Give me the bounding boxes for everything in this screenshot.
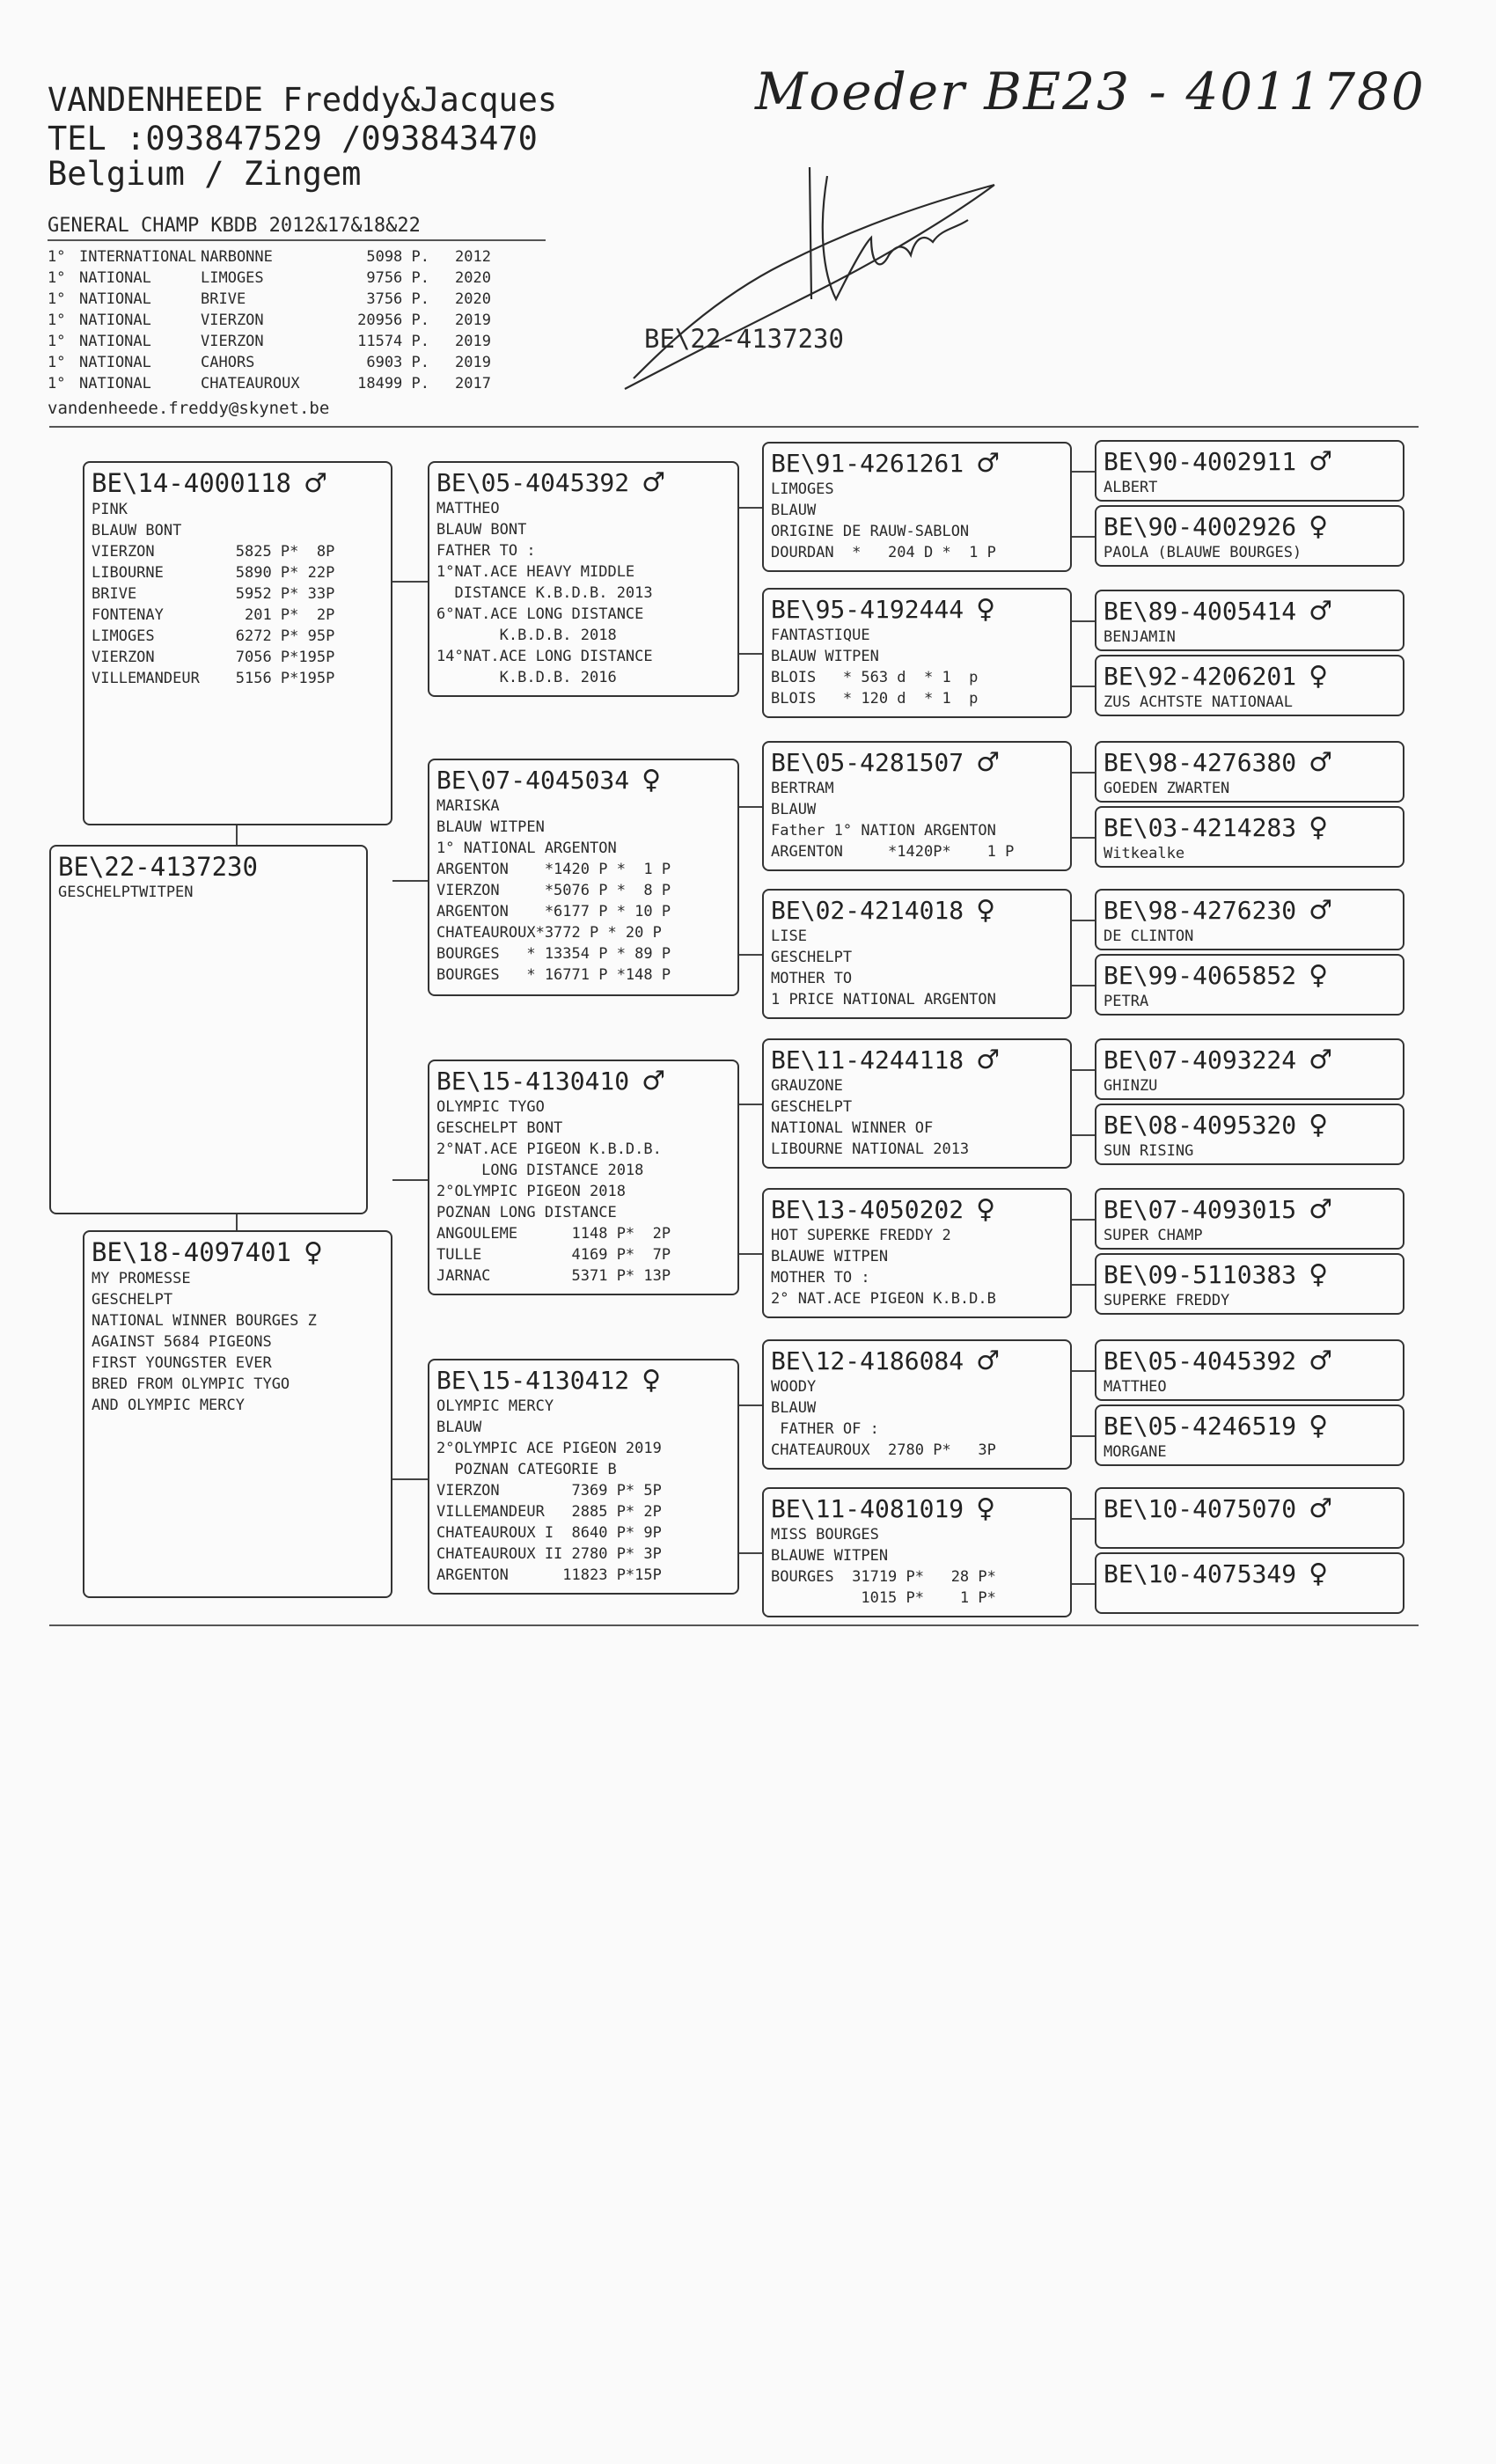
pigeon-info-line: BOURGES 31719 P* 28 P* (771, 1568, 996, 1586)
ring-number: BE\14-4000118 ♂ (92, 468, 327, 499)
connector-line (1072, 620, 1095, 622)
pigeon-info-line: POZNAN CATEGORIE B (436, 1461, 617, 1478)
pigeon-info-line: Witkealke (1104, 845, 1185, 862)
win-row: 1° NATIONAL LIMOGES 9756 P. 2020 (48, 269, 491, 287)
ring-number: BE\90-4002926 ♀ (1104, 511, 1329, 542)
pigeon-info-line: 1015 P* 1 P* (771, 1589, 996, 1607)
great-great-grandparent-box (1095, 954, 1404, 1016)
pigeon-info-line: BLAUWE WITPEN (771, 1547, 889, 1565)
connector-line (1072, 1134, 1095, 1136)
connector-line (739, 954, 762, 956)
pigeon-info-line: BLAUW (436, 1419, 482, 1436)
pigeon-info-line: LIBOURNE 5890 P* 22P (92, 564, 335, 582)
pigeon-info-line: 1 PRICE NATIONAL ARGENTON (771, 991, 996, 1008)
female-symbol-icon: ♀ (1309, 1411, 1329, 1441)
ring-number: BE\07-4093224 ♂ (1104, 1045, 1333, 1075)
pigeon-info-line: ARGENTON 11823 P*15P (436, 1566, 662, 1584)
pigeon-info-line: LIMOGES 6272 P* 95P (92, 627, 335, 645)
signature (607, 158, 1012, 405)
great-great-grandparent-box (1095, 1404, 1404, 1466)
pigeon-info-line: VILLEMANDEUR 2885 P* 2P (436, 1503, 662, 1521)
main-ring-number: BE\22-4137230 (644, 324, 844, 354)
great-great-grandparent-box (1095, 1487, 1404, 1549)
male-symbol-icon: ♂ (976, 1346, 1001, 1376)
great-great-grandparent-box (1095, 1188, 1404, 1250)
female-symbol-icon: ♀ (1309, 1558, 1329, 1589)
ring-number: BE\05-4045392 ♂ (1104, 1346, 1333, 1376)
pigeon-info-line: 1° NATIONAL ARGENTON (436, 840, 617, 857)
pigeon-info-line: MARISKA (436, 797, 500, 815)
connector-line (739, 653, 762, 655)
pigeon-info-line: VIERZON 7369 P* 5P (436, 1482, 662, 1500)
connector-line (392, 1478, 428, 1480)
pigeon-info-line: BRED FROM OLYMPIC TYGO (92, 1375, 290, 1393)
male-symbol-icon: ♂ (303, 468, 327, 499)
pigeon-info-line: OLYMPIC TYGO (436, 1098, 545, 1116)
pigeon-info-line: MOTHER TO (771, 970, 853, 987)
pigeon-info-line: K.B.D.B. 2018 (436, 627, 617, 644)
pigeon-info-line: JARNAC 5371 P* 13P (436, 1267, 671, 1285)
pigeon-info-line: 14°NAT.ACE LONG DISTANCE (436, 648, 653, 665)
pigeon-info-line: DISTANCE K.B.D.B. 2013 (436, 584, 653, 602)
pigeon-info-line: GESCHELPT (771, 1098, 853, 1116)
female-symbol-icon: ♀ (976, 1493, 996, 1524)
breeder-phone: TEL :093847529 /093843470 (48, 120, 538, 158)
pigeon-info-line: GESCHELPTWITPEN (58, 884, 194, 901)
male-symbol-icon: ♂ (1309, 446, 1333, 477)
pigeon-info-line: BLAUW (771, 1399, 817, 1417)
ring-number: BE\15-4130412 ♀ (436, 1365, 662, 1396)
pigeon-info-line: GESCHELPT BONT (436, 1119, 563, 1137)
pigeon-info-line: GRAUZONE (771, 1077, 843, 1095)
pigeon-info-line: 1°NAT.ACE HEAVY MIDDLE (436, 563, 635, 581)
ring-number: BE\03-4214283 ♀ (1104, 812, 1329, 843)
pigeon-info-line: FANTASTIQUE (771, 627, 870, 644)
ring-number: BE\92-4206201 ♀ (1104, 661, 1329, 692)
great-grandparent-box (762, 889, 1072, 1019)
pigeon-info-line: 2°OLYMPIC ACE PIGEON 2019 (436, 1440, 662, 1457)
ring-number: BE\18-4097401 ♀ (92, 1237, 323, 1268)
pigeon-info-line: BLAUW (771, 502, 817, 519)
win-row: 1° INTERNATIONAL NARBONNE 5098 P. 2012 (48, 248, 491, 266)
pigeon-info-line: LIMOGES (771, 480, 834, 498)
pigeon-info-line: MORGANE (1104, 1443, 1167, 1461)
sire-subject-connector (236, 825, 238, 845)
female-symbol-icon: ♀ (303, 1237, 323, 1268)
pigeon-info-line: WOODY (771, 1378, 817, 1396)
pigeon-info-line: MOTHER TO : (771, 1269, 870, 1287)
pigeon-info-line: TULLE 4169 P* 7P (436, 1246, 671, 1264)
female-symbol-icon: ♀ (1309, 1110, 1329, 1140)
ring-number: BE\89-4005414 ♂ (1104, 596, 1333, 627)
female-symbol-icon: ♀ (1309, 1259, 1329, 1290)
connector-line (1072, 985, 1095, 986)
win-row: 1° NATIONAL VIERZON 20956 P. 2019 (48, 312, 491, 329)
pigeon-info-line: LISE (771, 928, 807, 945)
pigeon-info-line: MISS BOURGES (771, 1526, 879, 1544)
pigeon-info-line: DOURDAN * 204 D * 1 P (771, 544, 996, 561)
pigeon-info-line: 2°NAT.ACE PIGEON K.B.D.B. (436, 1140, 662, 1158)
pigeon-info-line: GHINZU (1104, 1077, 1158, 1095)
great-grandparent-box (762, 1188, 1072, 1318)
female-symbol-icon: ♀ (1309, 511, 1329, 542)
connector-line (392, 581, 428, 583)
top-divider (49, 426, 1419, 428)
pigeon-info-line: AGAINST 5684 PIGEONS (92, 1333, 272, 1351)
pigeon-info-line: POZNAN LONG DISTANCE (436, 1204, 617, 1221)
ring-number: BE\12-4186084 ♂ (771, 1346, 1001, 1376)
connector-line (1072, 1583, 1095, 1585)
connector-line (1072, 1284, 1095, 1286)
ring-number: BE\91-4261261 ♂ (771, 448, 1001, 479)
female-symbol-icon: ♀ (976, 1194, 996, 1225)
female-symbol-icon: ♀ (1309, 960, 1329, 991)
pigeon-info-line: SUN RISING (1104, 1142, 1194, 1160)
breeder-email: vandenheede.freddy@skynet.be (48, 399, 330, 418)
grandparent-box (428, 1359, 739, 1595)
pigeon-info-line: BOURGES * 13354 P * 89 P (436, 945, 671, 963)
female-symbol-icon: ♀ (976, 895, 996, 926)
pigeon-info-line: 6°NAT.ACE LONG DISTANCE (436, 605, 644, 623)
win-row: 1° NATIONAL BRIVE 3756 P. 2020 (48, 290, 491, 308)
pigeon-info-line: ARGENTON *1420P* 1 P (771, 843, 1015, 861)
grandparent-box (428, 759, 739, 996)
champ-underline (48, 239, 546, 241)
subject-box (49, 845, 368, 1214)
great-great-grandparent-box (1095, 889, 1404, 950)
ring-number: BE\05-4246519 ♀ (1104, 1411, 1329, 1441)
male-symbol-icon: ♂ (976, 448, 1001, 479)
female-symbol-icon: ♀ (642, 765, 662, 796)
ring-number: BE\08-4095320 ♀ (1104, 1110, 1329, 1140)
female-symbol-icon: ♀ (1309, 812, 1329, 843)
pigeon-info-line: VIERZON 7056 P*195P (92, 649, 335, 666)
pigeon-info-line: PETRA (1104, 993, 1149, 1010)
ring-number: BE\10-4075349 ♀ (1104, 1558, 1329, 1589)
great-great-grandparent-box (1095, 1104, 1404, 1165)
connector-line (1072, 837, 1095, 839)
great-great-grandparent-box (1095, 655, 1404, 716)
connector-line (1072, 536, 1095, 538)
male-symbol-icon: ♂ (1309, 1346, 1333, 1376)
connector-line (1072, 1435, 1095, 1437)
pigeon-info-line: VILLEMANDEUR 5156 P*195P (92, 670, 335, 687)
pigeon-info-line: FIRST YOUNGSTER EVER (92, 1354, 272, 1372)
pigeon-info-line: GESCHELPT (92, 1291, 173, 1309)
pigeon-info-line: BLAUW WITPEN (436, 818, 545, 836)
female-symbol-icon: ♀ (642, 1365, 662, 1396)
connector-line (739, 1404, 762, 1406)
male-symbol-icon: ♂ (1309, 1194, 1333, 1225)
ring-number: BE\98-4276230 ♂ (1104, 895, 1333, 926)
great-great-grandparent-box (1095, 741, 1404, 803)
pigeon-info-line: BLAUW BONT (92, 522, 182, 539)
win-row: 1° NATIONAL CAHORS 6903 P. 2019 (48, 354, 491, 371)
connector-line (1072, 1370, 1095, 1372)
handwritten-mother-note: Moeder BE23 - 4011780 (755, 62, 1426, 121)
great-great-grandparent-box (1095, 505, 1404, 567)
pigeon-info-line: BOURGES * 16771 P *148 P (436, 966, 671, 984)
male-symbol-icon: ♂ (642, 467, 666, 498)
ring-number: BE\13-4050202 ♀ (771, 1194, 996, 1225)
pigeon-info-line: CHATEAUROUX I 8640 P* 9P (436, 1524, 662, 1542)
pigeon-info-line: BENJAMIN (1104, 628, 1176, 646)
pigeon-info-line: CHATEAUROUX*3772 P * 20 P (436, 924, 662, 942)
pigeon-info-line: CHATEAUROUX 2780 P* 3P (771, 1441, 996, 1459)
pigeon-info-line: BRIVE 5952 P* 33P (92, 585, 335, 603)
pigeon-info-line: AND OLYMPIC MERCY (92, 1397, 245, 1414)
pigeon-info-line: BERTRAM (771, 780, 834, 797)
sire-box (83, 461, 392, 825)
great-great-grandparent-box (1095, 590, 1404, 651)
pigeon-info-line: K.B.D.B. 2016 (436, 669, 617, 686)
ring-number: BE\95-4192444 ♀ (771, 594, 996, 625)
pigeon-info-line: PAOLA (BLAUWE BOURGES) (1104, 544, 1302, 561)
dam-box (83, 1230, 392, 1598)
pigeon-info-line: HOT SUPERKE FREDDY 2 (771, 1227, 951, 1244)
pigeon-info-line: DE CLINTON (1104, 928, 1194, 945)
connector-line (739, 806, 762, 808)
bottom-divider (49, 1624, 1419, 1626)
connector-line (1072, 1219, 1095, 1221)
connector-line (392, 1179, 428, 1181)
ring-number: BE\09-5110383 ♀ (1104, 1259, 1329, 1290)
great-grandparent-box (762, 1038, 1072, 1169)
pigeon-info-line: PINK (92, 501, 128, 518)
pigeon-info-line: VIERZON *5076 P * 8 P (436, 882, 671, 899)
pigeon-info-line: BLAUW BONT (436, 521, 527, 539)
ring-number: BE\07-4045034 ♀ (436, 765, 662, 796)
connector-line (1072, 920, 1095, 921)
pigeon-info-line: LONG DISTANCE 2018 (436, 1162, 644, 1179)
connector-line (1072, 1518, 1095, 1520)
great-grandparent-box (762, 1339, 1072, 1470)
pigeon-info-line: ANGOULEME 1148 P* 2P (436, 1225, 671, 1243)
great-great-grandparent-box (1095, 1253, 1404, 1315)
grandparent-box (428, 1060, 739, 1295)
pigeon-info-line: MATTHEO (1104, 1378, 1167, 1396)
pigeon-info-line: GOEDEN ZWARTEN (1104, 780, 1230, 797)
male-symbol-icon: ♂ (1309, 747, 1333, 778)
pigeon-info-line: LIBOURNE NATIONAL 2013 (771, 1140, 970, 1158)
pigeon-info-line: 2°OLYMPIC PIGEON 2018 (436, 1183, 626, 1200)
male-symbol-icon: ♂ (1309, 1493, 1333, 1524)
pigeon-info-line: FONTENAY 201 P* 2P (92, 606, 335, 624)
pigeon-info-line: BLAUWE WITPEN (771, 1248, 889, 1265)
pigeon-info-line: MY PROMESSE (92, 1270, 191, 1287)
great-great-grandparent-box (1095, 1339, 1404, 1401)
connector-line (739, 1104, 762, 1105)
general-champ-title: GENERAL CHAMP KBDB 2012&17&18&22 (48, 215, 421, 237)
great-great-grandparent-box (1095, 806, 1404, 868)
win-row: 1° NATIONAL VIERZON 11574 P. 2019 (48, 333, 491, 350)
pigeon-info-line: ARGENTON *1420 P * 1 P (436, 861, 671, 878)
female-symbol-icon: ♀ (976, 594, 996, 625)
ring-number: BE\11-4244118 ♂ (771, 1045, 1001, 1075)
ring-number: BE\05-4281507 ♂ (771, 747, 1001, 778)
ring-number: BE\22-4137230 (58, 852, 258, 882)
great-grandparent-box (762, 1487, 1072, 1617)
win-row: 1° NATIONAL CHATEAUROUX 18499 P. 2017 (48, 375, 491, 392)
connector-line (739, 1253, 762, 1255)
pigeon-info-line: BLOIS * 563 d * 1 p (771, 669, 979, 686)
pigeon-info-line: MATTHEO (436, 500, 500, 517)
ring-number: BE\05-4045392 ♂ (436, 467, 666, 498)
pigeon-info-line: Father 1° NATION ARGENTON (771, 822, 996, 840)
great-grandparent-box (762, 741, 1072, 871)
pigeon-info-line: 2° NAT.ACE PIGEON K.B.D.B (771, 1290, 996, 1308)
pigeon-info-line: NATIONAL WINNER BOURGES Z (92, 1312, 317, 1330)
grandparent-box (428, 461, 739, 697)
pigeon-info-line: CHATEAUROUX II 2780 P* 3P (436, 1545, 662, 1563)
pigeon-info-line: FATHER OF : (771, 1420, 879, 1438)
pigeon-info-line: ZUS ACHTSTE NATIONAAL (1104, 693, 1293, 711)
ring-number: BE\15-4130410 ♂ (436, 1066, 666, 1096)
ring-number: BE\98-4276380 ♂ (1104, 747, 1333, 778)
ring-number: BE\07-4093015 ♂ (1104, 1194, 1333, 1225)
pigeon-info-line: SUPERKE FREDDY (1104, 1292, 1230, 1309)
connector-line (392, 880, 428, 882)
pigeon-info-line: OLYMPIC MERCY (436, 1397, 554, 1415)
pigeon-info-line: FATHER TO : (436, 542, 536, 560)
great-great-grandparent-box (1095, 1552, 1404, 1614)
male-symbol-icon: ♂ (642, 1066, 666, 1096)
male-symbol-icon: ♂ (976, 1045, 1001, 1075)
wins-list (48, 246, 540, 394)
male-symbol-icon: ♂ (1309, 596, 1333, 627)
ring-number: BE\90-4002911 ♂ (1104, 446, 1333, 477)
connector-line (739, 507, 762, 509)
male-symbol-icon: ♂ (976, 747, 1001, 778)
ring-number: BE\99-4065852 ♀ (1104, 960, 1329, 991)
male-symbol-icon: ♂ (1309, 895, 1333, 926)
great-great-grandparent-box (1095, 440, 1404, 502)
male-symbol-icon: ♂ (1309, 1045, 1333, 1075)
female-symbol-icon: ♀ (1309, 661, 1329, 692)
great-grandparent-box (762, 442, 1072, 572)
pigeon-info-line: VIERZON 5825 P* 8P (92, 543, 335, 561)
connector-line (739, 1552, 762, 1554)
dam-subject-connector (236, 1214, 238, 1230)
pigeon-info-line: BLAUW WITPEN (771, 648, 879, 665)
connector-line (1072, 1069, 1095, 1071)
ring-number: BE\10-4075070 ♂ (1104, 1493, 1333, 1524)
connector-line (1072, 686, 1095, 687)
great-great-grandparent-box (1095, 1038, 1404, 1100)
breeder-name: VANDENHEEDE Freddy&Jacques (48, 81, 558, 119)
pigeon-info-line: GESCHELPT (771, 949, 853, 966)
ring-number: BE\11-4081019 ♀ (771, 1493, 996, 1524)
pigeon-info-line: ARGENTON *6177 P * 10 P (436, 903, 671, 920)
pigeon-info-line: BLOIS * 120 d * 1 p (771, 690, 979, 708)
ring-number: BE\02-4214018 ♀ (771, 895, 996, 926)
connector-line (1072, 772, 1095, 774)
great-grandparent-box (762, 588, 1072, 718)
pigeon-info-line: BLAUW (771, 801, 817, 818)
pigeon-info-line: SUPER CHAMP (1104, 1227, 1203, 1244)
pigeon-info-line: NATIONAL WINNER OF (771, 1119, 934, 1137)
breeder-location: Belgium / Zingem (48, 155, 362, 193)
pigeon-info-line: ALBERT (1104, 479, 1158, 496)
pigeon-info-line: ORIGINE DE RAUW-SABLON (771, 523, 970, 540)
connector-line (1072, 471, 1095, 473)
